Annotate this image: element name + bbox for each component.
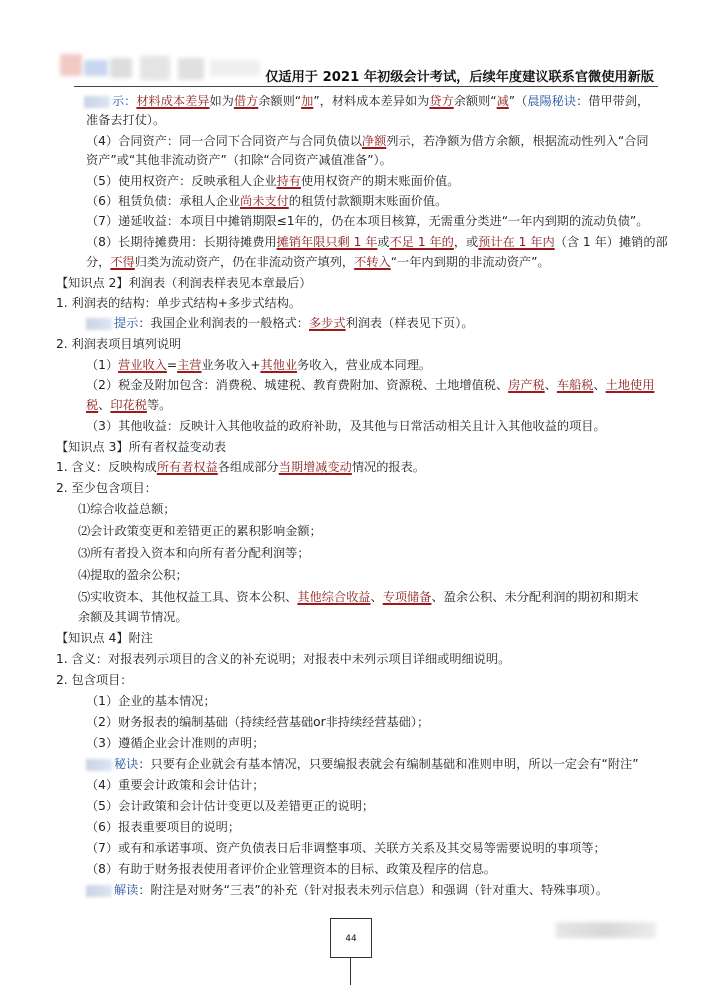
line-continuation: 准备去打仗）。	[86, 113, 166, 127]
section-heading-equity-statement: 【知识点 3】所有者权益变动表	[56, 440, 227, 454]
header-divider	[74, 86, 658, 87]
line-lease-liabilities: （6）租赁负债：承租人企业尚未支付的租赁付款额期末账面价值。	[86, 194, 448, 208]
line-equity-items-heading: 2. 至少包含项目：	[56, 481, 157, 495]
line-notes-interpretation: 解读：附注是对财务“三表”的补充（针对报表未列示信息）和强调（针对重大、特殊事项）。	[86, 881, 608, 899]
blurred-hint-icon	[84, 96, 110, 108]
list-item: （7）或有和承诺事项、资产负债表日后非调整事项、关联方关系及其交易等需要说明的事项等；	[86, 841, 606, 855]
list-item: ⑷提取的盈余公积；	[78, 568, 188, 582]
line-income-hint: 提示：我国企业利润表的一般格式：多步式利润表（样表见下页）。	[86, 314, 474, 332]
line-material-variance: 示：材料成本差异如为借方余额则“加”，材料成本差异如为贷方余额则“减”（晨陽秘诀：借甲带剑，	[84, 92, 649, 110]
page-number: 44	[330, 918, 372, 958]
line-taxes-surcharges: （2）税金及附加包含：消费税、城建税、教育费附加、资源税、土地增值税、房产税、车船税、土地使用	[86, 378, 655, 392]
line-income-structure: 1. 利润表的结构：单步式结构+多步式结构。	[56, 296, 302, 310]
line-deferred-income: （7）递延收益：本项目中摊销期限≤1年的，仍在本项目核算，无需重分类进“一年内到期的流动负债”。	[86, 214, 649, 228]
line-notes-items-heading: 2. 包含项目：	[56, 673, 133, 687]
list-item: ⑶所有者投入资本和向所有者分配利润等；	[78, 546, 310, 560]
list-item: （5）会计政策和会计估计变更以及差错更正的说明；	[86, 799, 375, 813]
page-number-stem	[350, 957, 351, 985]
blurred-logo	[60, 54, 260, 94]
line-contract-assets: （4）合同资产：同一合同下合同资产与合同负债以净额列示，若净额为借方余额，根据流动性列入“合同	[86, 134, 649, 148]
list-item: （8）有助于财务报表使用者评价企业管理资本的目标、政策及程序的信息。	[86, 862, 496, 876]
list-item: ⑴综合收益总额；	[78, 502, 176, 516]
line-other-income: （3）其他收益：反映计入其他收益的政府补助，及其他与日常活动相关且计入其他收益的项目。	[86, 419, 606, 433]
line-equity-meaning: 1. 含义：反映构成所有者权益各组成部分当期增减变动情况的报表。	[56, 460, 425, 474]
line-notes-tip: 秘诀：只要有企业就会有基本情况，只要编报表就会有编制基础和准则申明，所以一定会有“附注”	[86, 755, 639, 773]
line-income-items-heading: 2. 利润表项目填列说明	[56, 337, 182, 351]
line-contract-assets-cont: 资产”或“其他非流动资产”（扣除“合同资产减值准备”）。	[86, 153, 392, 167]
blurred-hint-icon	[86, 318, 112, 330]
section-heading-notes: 【知识点 4】附注	[56, 631, 153, 645]
line-operating-revenue: （1）营业收入=主营业务收入+其他业务收入，营业成本同理。	[86, 358, 432, 372]
list-item: （4）重要会计政策和会计估计；	[86, 778, 265, 792]
list-item: （1）企业的基本情况；	[86, 694, 216, 708]
list-item: （3）遵循企业会计准则的声明；	[86, 736, 265, 750]
line-long-term-prepaid-cont: 分，不得归类为流动资产，仍在非流动资产填列，不转入“一年内到期的非流动资产”。	[86, 255, 550, 269]
list-item: （2）财务报表的编制基础（持续经营基础or非持续经营基础）；	[86, 715, 430, 729]
list-item-cont: 余额及其调节情况。	[78, 610, 188, 624]
line-right-of-use-assets: （5）使用权资产：反映承租人企业持有使用权资产的期末账面价值。	[86, 174, 460, 188]
line-taxes-surcharges-cont: 税、印花税等。	[86, 398, 172, 412]
line-notes-meaning: 1. 含义：对报表列示项目的含义的补充说明；对报表中未列示项目详细或明细说明。	[56, 652, 511, 666]
section-heading-income-statement: 【知识点 2】利润表（利润表样表见本章最后）	[56, 276, 312, 290]
page-header-title: 仅适用于 2021 年初级会计考试，后续年度建议联系官微使用新版	[265, 70, 654, 85]
blurred-hint-icon	[86, 759, 112, 771]
blurred-hint-icon	[86, 885, 112, 897]
list-item: ⑵会计政策变更和差错更正的累积影响金额；	[78, 524, 322, 538]
blurred-footer-logo	[556, 922, 656, 938]
list-item: （6）报表重要项目的说明；	[86, 820, 241, 834]
line-long-term-prepaid: （8）长期待摊费用：长期待摊费用摊销年限只剩 1 年或不足 1 年的，或预计在 1 年内（含 1 年）摊销的部	[86, 235, 668, 249]
list-item: ⑸实收资本、其他权益工具、资本公积、其他综合收益、专项储备、盈余公积、未分配利润的期初和期末	[78, 590, 639, 604]
